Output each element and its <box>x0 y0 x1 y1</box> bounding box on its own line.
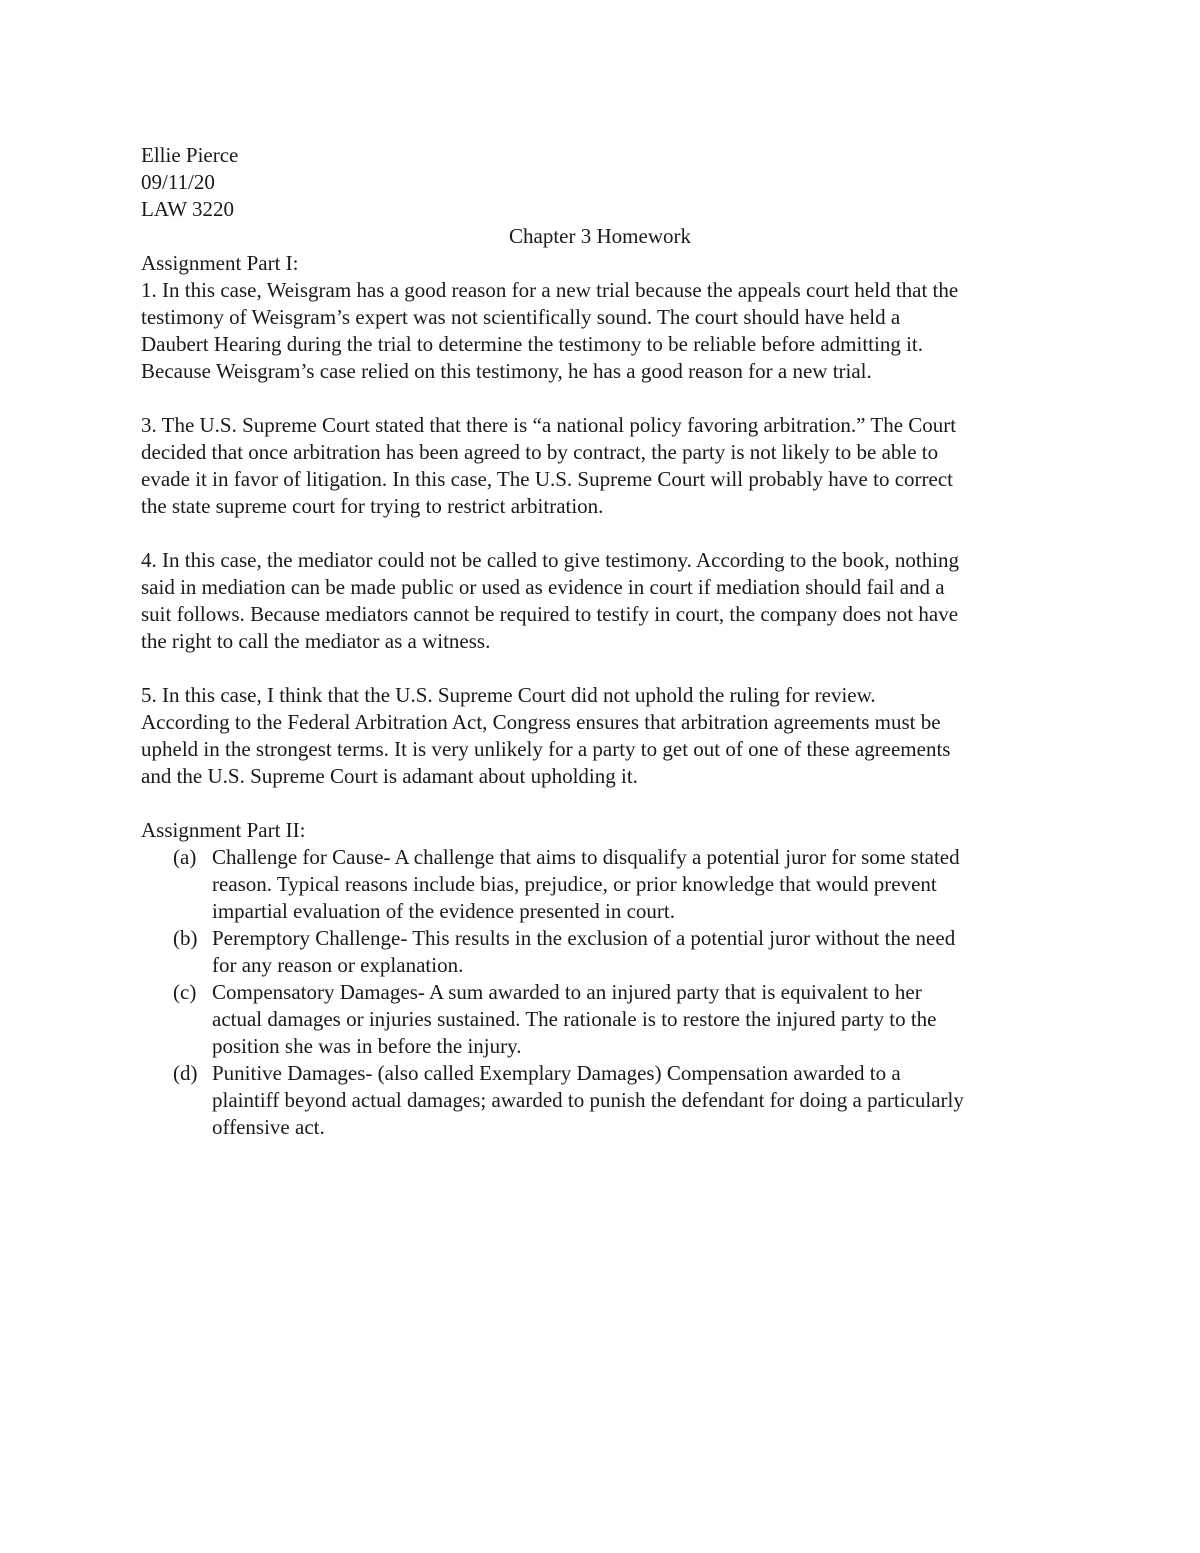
answer-4 <box>141 547 1071 655</box>
answer-line: and the U.S. Supreme Court is adamant about upholding it. <box>141 764 638 788</box>
answer-line: upheld in the strongest terms. It is very unlikely for a party to get out of one of these agreements <box>141 737 951 761</box>
list-marker: (c) <box>173 980 197 1004</box>
part2-heading: Assignment Part II: <box>141 818 306 842</box>
definition-line: offensive act. <box>212 1115 325 1139</box>
part1-heading: Assignment Part I: <box>141 251 299 275</box>
definition-line: impartial evaluation of the evidence presented in court. <box>212 899 675 923</box>
answer-line: Daubert Hearing during the trial to determine the testimony to be reliable before admitting it. <box>141 332 924 356</box>
answer-line: 1. In this case, Weisgram has a good reason for a new trial because the appeals court held that the <box>141 278 959 302</box>
paragraph-gap <box>141 655 1071 682</box>
answer-line: suit follows. Because mediators cannot be required to testify in court, the company does not have <box>141 602 959 626</box>
answer-line: 4. In this case, the mediator could not be called to give testimony. According to the book, nothing <box>141 548 960 572</box>
paragraph-gap <box>141 520 1071 547</box>
answer-line: Because Weisgram’s case relied on this testimony, he has a good reason for a new trial. <box>141 359 872 383</box>
list-marker: (d) <box>173 1061 198 1085</box>
answer-line: testimony of Weisgram’s expert was not scientifically sound. The court should have held a <box>141 305 901 329</box>
list-marker: (b) <box>173 926 198 950</box>
paragraph-gap <box>141 790 1071 817</box>
answer-line: said in mediation can be made public or used as evidence in court if mediation should fail and a <box>141 575 945 599</box>
document-date: 09/11/20 <box>141 170 215 194</box>
definition-line: actual damages or injuries sustained. The rationale is to restore the injured party to the <box>212 1007 937 1031</box>
definition-line: reason. Typical reasons include bias, prejudice, or prior knowledge that would prevent <box>212 872 937 896</box>
answer-line: evade it in favor of litigation. In this case, The U.S. Supreme Court will probably have to correct <box>141 467 953 491</box>
definitions-list <box>141 844 1071 1141</box>
definition-line: position she was in before the injury. <box>212 1034 522 1058</box>
definition-line: Compensatory Damages- A sum awarded to an injured party that is equivalent to her <box>212 980 922 1004</box>
definition-line: for any reason or explanation. <box>212 953 464 977</box>
answer-line: the state supreme court for trying to restrict arbitration. <box>141 494 604 518</box>
answer-line: the right to call the mediator as a witness. <box>141 629 491 653</box>
paragraph-gap <box>141 385 1071 412</box>
list-item <box>141 979 1071 1060</box>
answer-5 <box>141 682 1071 790</box>
list-item <box>141 1060 1071 1141</box>
author-name: Ellie Pierce <box>141 143 239 167</box>
document-page <box>141 142 1071 1141</box>
answer-1 <box>141 277 1071 385</box>
list-item <box>141 925 1071 979</box>
definition-line: Challenge for Cause- A challenge that aims to disqualify a potential juror for some stated <box>212 845 960 869</box>
definition-line: plaintiff beyond actual damages; awarded to punish the defendant for doing a particularly <box>212 1088 964 1112</box>
answer-line: decided that once arbitration has been agreed to by contract, the party is not likely to be able to <box>141 440 939 464</box>
answer-line: 5. In this case, I think that the U.S. Supreme Court did not uphold the ruling for review. <box>141 683 876 707</box>
list-item <box>141 844 1071 925</box>
definition-line: Peremptory Challenge- This results in the exclusion of a potential juror without the need <box>212 926 956 950</box>
answer-3 <box>141 412 1071 520</box>
definition-line: Punitive Damages- (also called Exemplary Damages) Compensation awarded to a <box>212 1061 901 1085</box>
list-marker: (a) <box>173 845 197 869</box>
answer-line: 3. The U.S. Supreme Court stated that there is “a national policy favoring arbitration.” The Court <box>141 413 957 437</box>
course-code: LAW 3220 <box>141 197 235 221</box>
answer-line: According to the Federal Arbitration Act, Congress ensures that arbitration agreements must be <box>141 710 941 734</box>
document-title: Chapter 3 Homework <box>509 224 691 248</box>
